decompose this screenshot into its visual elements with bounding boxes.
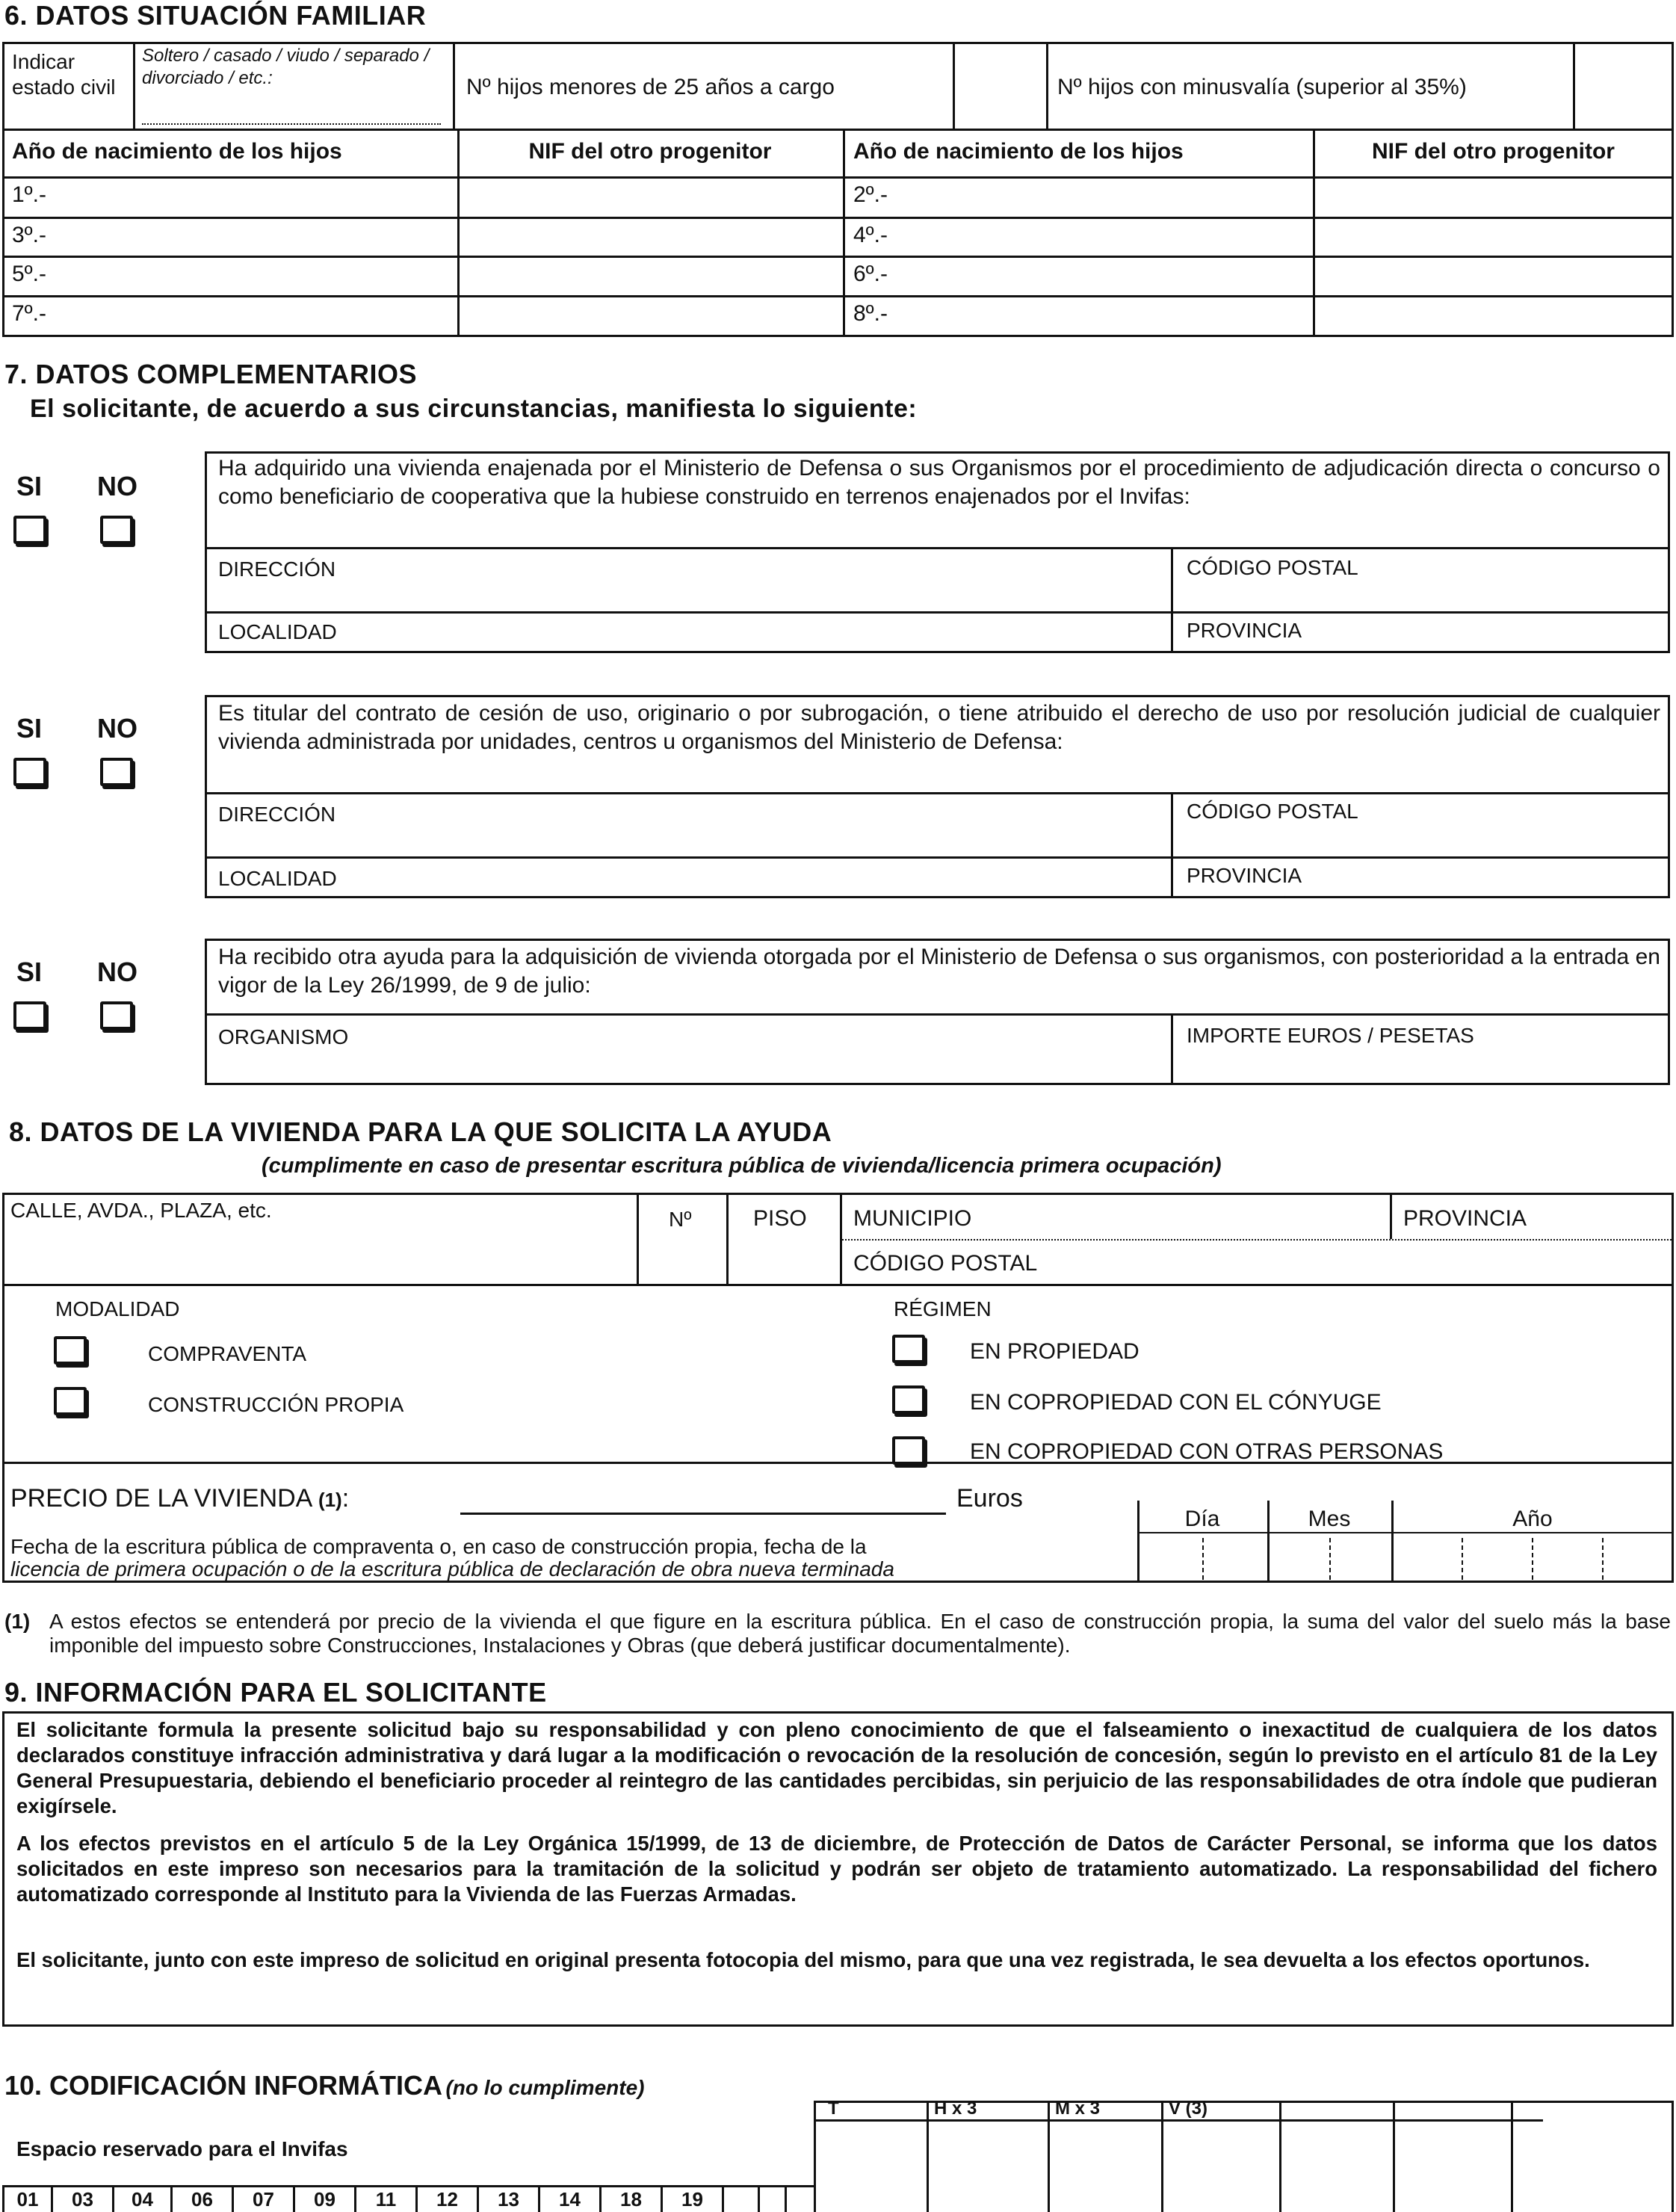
hijos-minusvalia-field[interactable] xyxy=(1577,45,1670,126)
child-row-label: 6º.- xyxy=(853,262,888,286)
no-checkbox-1[interactable] xyxy=(100,516,133,544)
copropiedad-otras-label: EN COPROPIEDAD CON OTRAS PERSONAS xyxy=(970,1439,1444,1464)
si-label: SI xyxy=(16,957,43,987)
header-h: H x 3 xyxy=(934,2098,977,2119)
col-nif-progenitor-2: NIF del otro progenitor xyxy=(1372,139,1615,164)
reserved-label: Espacio reservado para el Invifas xyxy=(16,2137,348,2160)
provincia-label: PROVINCIA xyxy=(1187,619,1302,642)
organismo-label: ORGANISMO xyxy=(218,1025,349,1048)
code-cell: 13 xyxy=(498,2188,519,2211)
section-8-subtitle: (cumplimente en caso de presentar escritura pública de vivienda/licencia primera ocupación) xyxy=(262,1154,1222,1178)
piso-label: PISO xyxy=(753,1206,807,1231)
construccion-checkbox[interactable] xyxy=(54,1387,87,1415)
modalidad-label: MODALIDAD xyxy=(55,1297,180,1320)
code-cell: 11 xyxy=(375,2188,397,2211)
dia-label: Día xyxy=(1184,1507,1220,1531)
code-cell: 06 xyxy=(191,2188,213,2211)
code-cell: 04 xyxy=(132,2188,153,2211)
child-row-label: 3º.- xyxy=(12,223,46,247)
header-t: T xyxy=(828,2098,839,2119)
section-9-title: 9. INFORMACIÓN PARA EL SOLICITANTE xyxy=(4,1677,547,1708)
no-checkbox-3[interactable] xyxy=(100,1001,133,1030)
section-8-title: 8. DATOS DE LA VIVIENDA PARA LA QUE SOLICITA LA AYUDA xyxy=(9,1116,832,1147)
provincia-label: PROVINCIA xyxy=(1403,1206,1527,1231)
localidad-label: LOCALIDAD xyxy=(218,867,337,890)
code-cell: 14 xyxy=(559,2188,581,2211)
child-row-label: 4º.- xyxy=(853,223,888,247)
note-text: A estos efectos se entenderá por precio de la vivienda el que figure en la escritura pública. En el caso de construcción propia, la suma del valor del suelo más la base imponible del impuesto sobre Construcciones, Instalaciones y Obras (que deberá justificar documentalmente). xyxy=(49,1610,1671,1657)
precio-label: PRECIO DE LA VIVIENDA (1): xyxy=(10,1484,350,1513)
code-cell: 12 xyxy=(436,2188,458,2211)
col-anio-nacimiento-2: Año de nacimiento de los hijos xyxy=(853,139,1184,164)
section-7-title: 7. DATOS COMPLEMENTARIOS xyxy=(4,359,418,389)
euros-label: Euros xyxy=(956,1484,1023,1513)
header-v: V (3) xyxy=(1169,2098,1208,2119)
code-cell: 19 xyxy=(681,2188,703,2211)
no-label: NO xyxy=(97,713,137,744)
info-paragraph-1: El solicitante formula la presente solicitud bajo su responsabilidad y con pleno conocimiento de que el falseamiento o inexactitud de cualquiera de los datos declarados constituye infracción administrativa y dará lugar a la modificación o revocación de la resolución de concesión, según lo previsto en el artículo 81 de la Ley General Presupuestaria, debiendo el beneficiario proceder al reintegro de las cantidades percibidas, sin perjuicio de las responsabilidades de otra índole que pudieran exigírsele. xyxy=(16,1718,1657,1817)
mes-label: Mes xyxy=(1308,1507,1351,1531)
col-nif-progenitor: NIF del otro progenitor xyxy=(528,139,772,164)
hijos-minusvalia-label: Nº hijos con minusvalía (superior al 35%) xyxy=(1057,75,1467,99)
construccion-label: CONSTRUCCIÓN PROPIA xyxy=(148,1393,404,1416)
codigo-postal-label: CÓDIGO POSTAL xyxy=(853,1251,1038,1276)
code-cell: 03 xyxy=(72,2188,93,2211)
child-row-label: 2º.- xyxy=(853,182,888,207)
code-cell: 01 xyxy=(16,2188,39,2211)
fecha-text-2: licencia de primera ocupación o de la escritura pública de declaración de obra nueva terminada xyxy=(10,1557,894,1581)
calle-label: CALLE, AVDA., PLAZA, etc. xyxy=(10,1199,272,1222)
child-row-label: 5º.- xyxy=(12,262,46,286)
block-3-text: Ha recibido otra ayuda para la adquisición de vivienda otorgada por el Ministerio de Defensa o sus organismos, con posterioridad a la entrada en vigor de la Ley 26/1999, de 9 de julio: xyxy=(218,945,1660,998)
section-7-subtitle: El solicitante, de acuerdo a sus circunstancias, manifiesta lo siguiente: xyxy=(30,395,918,423)
fecha-field[interactable] xyxy=(1140,1535,1672,1581)
copropiedad-otras-checkbox[interactable] xyxy=(892,1436,925,1465)
estado-civil-label: Indicar estado civil xyxy=(12,50,116,99)
numero-label: Nº xyxy=(669,1208,692,1231)
provincia-label: PROVINCIA xyxy=(1187,864,1302,887)
child-row-label: 8º.- xyxy=(853,301,888,326)
precio-field[interactable] xyxy=(460,1513,946,1515)
child-row-label: 1º.- xyxy=(12,182,46,207)
propiedad-label: EN PROPIEDAD xyxy=(970,1339,1140,1364)
child-row-label: 7º.- xyxy=(12,301,46,326)
info-paragraph-3: El solicitante, junto con este impreso de solicitud en original presenta fotocopia del mismo, para que una vez registrada, le sea devuelta a los efectos oportunos. xyxy=(16,1948,1590,1971)
si-label: SI xyxy=(16,713,43,744)
no-label: NO xyxy=(97,957,137,987)
code-cell: 07 xyxy=(253,2188,274,2211)
regimen-label: RÉGIMEN xyxy=(894,1297,992,1320)
si-label: SI xyxy=(16,471,43,501)
direccion-label: DIRECCIÓN xyxy=(218,557,336,581)
codigo-postal-label: CÓDIGO POSTAL xyxy=(1187,800,1358,823)
copropiedad-conyuge-checkbox[interactable] xyxy=(892,1385,925,1414)
col-anio-nacimiento: Año de nacimiento de los hijos xyxy=(12,139,342,164)
hijos-menores-label: Nº hijos menores de 25 años a cargo xyxy=(466,75,835,99)
estado-civil-hint: Soltero / casado / viudo / separado / divorciado / etc.: xyxy=(142,46,430,88)
section-6-title: 6. DATOS SITUACIÓN FAMILIAR xyxy=(4,0,427,31)
anio-label: Año xyxy=(1512,1507,1553,1531)
fecha-text-1: Fecha de la escritura pública de compraventa o, en caso de construcción propia, fecha de la xyxy=(10,1535,867,1558)
importe-label: IMPORTE EUROS / PESETAS xyxy=(1187,1024,1474,1047)
no-checkbox-2[interactable] xyxy=(100,758,133,786)
si-checkbox-3[interactable] xyxy=(13,1001,46,1030)
header-m: M x 3 xyxy=(1055,2098,1101,2119)
copropiedad-conyuge-label: EN COPROPIEDAD CON EL CÓNYUGE xyxy=(970,1390,1382,1415)
section-10-title: 10. CODIFICACIÓN INFORMÁTICA (no lo cumplimente) xyxy=(4,2070,645,2101)
block-1-text: Ha adquirido una vivienda enajenada por el Ministerio de Defensa o sus Organismos por el procedimiento de adjudicación directa o concurso o como beneficiario de cooperativa que la hubiese construido en terrenos enajenados por el Invifas: xyxy=(218,456,1660,509)
code-cell: 09 xyxy=(314,2188,335,2211)
si-checkbox-2[interactable] xyxy=(13,758,46,786)
propiedad-checkbox[interactable] xyxy=(892,1335,925,1363)
code-cell: 18 xyxy=(620,2188,642,2211)
municipio-label: MUNICIPIO xyxy=(853,1206,972,1231)
hijos-menores-field[interactable] xyxy=(956,45,1042,126)
note-ref: (1) xyxy=(4,1610,31,1633)
compraventa-label: COMPRAVENTA xyxy=(148,1342,307,1365)
codigo-postal-label: CÓDIGO POSTAL xyxy=(1187,556,1358,579)
compraventa-checkbox[interactable] xyxy=(54,1336,87,1365)
direccion-label: DIRECCIÓN xyxy=(218,803,336,826)
si-checkbox-1[interactable] xyxy=(13,516,46,544)
localidad-label: LOCALIDAD xyxy=(218,620,337,643)
no-label: NO xyxy=(97,471,137,501)
info-paragraph-2: A los efectos previstos en el artículo 5 de la Ley Orgánica 15/1999, de 13 de diciembre, de Protección de Datos de Carácter Personal, se informa que los datos solicitados en este impreso son necesarios para la tramitación de la solicitud y podrán ser objeto de tratamiento automatizado. La responsabilidad del fichero automatizado corresponde al Instituto para la Vivienda de las Fuerzas Armadas. xyxy=(16,1832,1657,1906)
block-2-text: Es titular del contrato de cesión de uso, originario o por subrogación, o tiene atribuido el derecho de uso por resolución judicial de cualquier vivienda administrada por unidades, centros u organismos del Ministerio de Defensa: xyxy=(218,701,1660,754)
